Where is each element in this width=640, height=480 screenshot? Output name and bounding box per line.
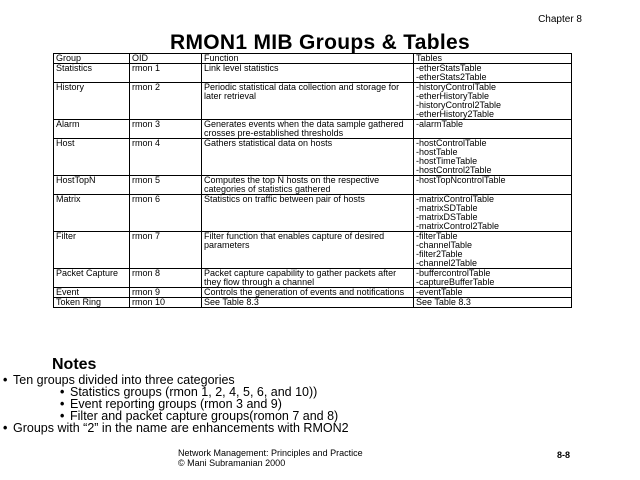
group-cell: Alarm xyxy=(54,120,130,139)
note-bullet xyxy=(0,422,640,434)
table-name: -eventTable xyxy=(416,287,463,297)
bullet-icon: • xyxy=(60,385,65,399)
table-row xyxy=(54,120,572,139)
table-row xyxy=(54,195,572,232)
column-header-group: Group xyxy=(54,54,130,64)
table-name: -matrixControl2Table xyxy=(416,221,500,231)
table-row xyxy=(54,176,572,195)
group-cell: Token Ring xyxy=(54,298,130,308)
oid-cell: rmon 10 xyxy=(130,298,202,308)
table-row xyxy=(54,288,572,298)
table-row xyxy=(54,269,572,288)
table-name: -hostTable xyxy=(416,147,458,157)
footer-course-title: Network Management: Principles and Practice xyxy=(178,448,363,458)
note-text: Event reporting groups (rmon 3 and 9) xyxy=(70,397,282,411)
group-cell: Event xyxy=(54,288,130,298)
bullet-icon: • xyxy=(3,373,8,387)
page-number: 8-8 xyxy=(557,450,571,460)
table-name: -captureBufferTable xyxy=(416,277,495,287)
function-cell: Controls the generation of events and notifications xyxy=(202,288,414,298)
table-name: -alarmTable xyxy=(416,119,464,129)
tables-cell xyxy=(414,195,572,232)
table-name: -hostControlTable xyxy=(416,138,487,148)
table-name: -matrixDSTable xyxy=(416,212,478,222)
table-name: -etherHistoryTable xyxy=(416,91,490,101)
notes-list xyxy=(0,374,640,434)
table-name: -channel2Table xyxy=(416,258,478,268)
table-row xyxy=(54,139,572,176)
tables-cell xyxy=(414,176,572,195)
tables-cell xyxy=(414,298,572,308)
tables-cell xyxy=(414,139,572,176)
bullet-icon: • xyxy=(3,421,8,435)
function-cell: Link level statistics xyxy=(202,64,414,83)
group-cell: Filter xyxy=(54,232,130,269)
table-name: -filterTable xyxy=(416,231,458,241)
table-row xyxy=(54,298,572,308)
tables-cell xyxy=(414,83,572,120)
rmon-mib-table xyxy=(53,53,572,308)
group-cell: Packet Capture xyxy=(54,269,130,288)
oid-cell: rmon 3 xyxy=(130,120,202,139)
slide-title: RMON1 MIB Groups & Tables xyxy=(170,31,470,54)
oid-cell: rmon 8 xyxy=(130,269,202,288)
tables-cell xyxy=(414,120,572,139)
footer xyxy=(178,448,363,468)
group-cell: Host xyxy=(54,139,130,176)
oid-cell: rmon 5 xyxy=(130,176,202,195)
notes-title: Notes xyxy=(52,356,97,373)
footer-copyright: © Mani Subramanian 2000 xyxy=(178,458,286,468)
oid-cell: rmon 1 xyxy=(130,64,202,83)
table-name: -etherStatsTable xyxy=(416,63,482,73)
note-text: Groups with “2” in the name are enhancements with RMON2 xyxy=(13,421,349,435)
table-name: -buffercontrolTable xyxy=(416,268,491,278)
table-name: -hostControl2Table xyxy=(416,165,492,175)
column-header-tables: Tables xyxy=(414,54,572,64)
bullet-icon: • xyxy=(60,397,65,411)
tables-cell xyxy=(414,232,572,269)
tables-cell xyxy=(414,288,572,298)
table-name: -etherHistory2Table xyxy=(416,109,495,119)
function-cell: Gathers statistical data on hosts xyxy=(202,139,414,176)
oid-cell: rmon 7 xyxy=(130,232,202,269)
oid-cell: rmon 9 xyxy=(130,288,202,298)
oid-cell: rmon 2 xyxy=(130,83,202,120)
function-cell: Statistics on traffic between pair of hosts xyxy=(202,195,414,232)
table-name: -filter2Table xyxy=(416,249,463,259)
function-cell: See Table 8.3 xyxy=(202,298,414,308)
column-header-function: Function xyxy=(202,54,414,64)
tables-cell xyxy=(414,269,572,288)
group-cell: History xyxy=(54,83,130,120)
table-name: -hostTopNcontrolTable xyxy=(416,175,506,185)
function-cell: Filter function that enables capture of desired parameters xyxy=(202,232,414,269)
note-text: Ten groups divided into three categories xyxy=(13,373,235,387)
oid-cell: rmon 6 xyxy=(130,195,202,232)
table-name: -channelTable xyxy=(416,240,473,250)
table-name: -hostTimeTable xyxy=(416,156,478,166)
tables-cell xyxy=(414,64,572,83)
table-row xyxy=(54,232,572,269)
table-name: -matrixControlTable xyxy=(416,194,495,204)
group-cell: HostTopN xyxy=(54,176,130,195)
oid-cell: rmon 4 xyxy=(130,139,202,176)
function-cell: Generates events when the data sample gathered crosses pre-established thresholds xyxy=(202,120,414,139)
function-cell: Packet capture capability to gather packets after they flow through a channel xyxy=(202,269,414,288)
table-row xyxy=(54,83,572,120)
group-cell: Matrix xyxy=(54,195,130,232)
group-cell: Statistics xyxy=(54,64,130,83)
table-name: -etherStats2Table xyxy=(416,72,487,82)
function-cell: Periodic statistical data collection and storage for later retrieval xyxy=(202,83,414,120)
bullet-icon: • xyxy=(60,409,65,423)
table-name: -matrixSDTable xyxy=(416,203,478,213)
table-body xyxy=(54,64,572,308)
function-cell: Computes the top N hosts on the respective categories of statistics gathered xyxy=(202,176,414,195)
note-text: Filter and packet capture groups(romon 7 and 8) xyxy=(70,409,339,423)
table-row xyxy=(54,64,572,83)
chapter-label: Chapter 8 xyxy=(538,14,582,25)
table-name: -historyControl2Table xyxy=(416,100,502,110)
note-text: Statistics groups (rmon 1, 2, 4, 5, 6, and 10)) xyxy=(70,385,318,399)
table-header-row xyxy=(54,54,572,64)
table-name: See Table 8.3 xyxy=(416,297,471,307)
column-header-oid: OID xyxy=(130,54,202,64)
table-name: -historyControlTable xyxy=(416,82,497,92)
